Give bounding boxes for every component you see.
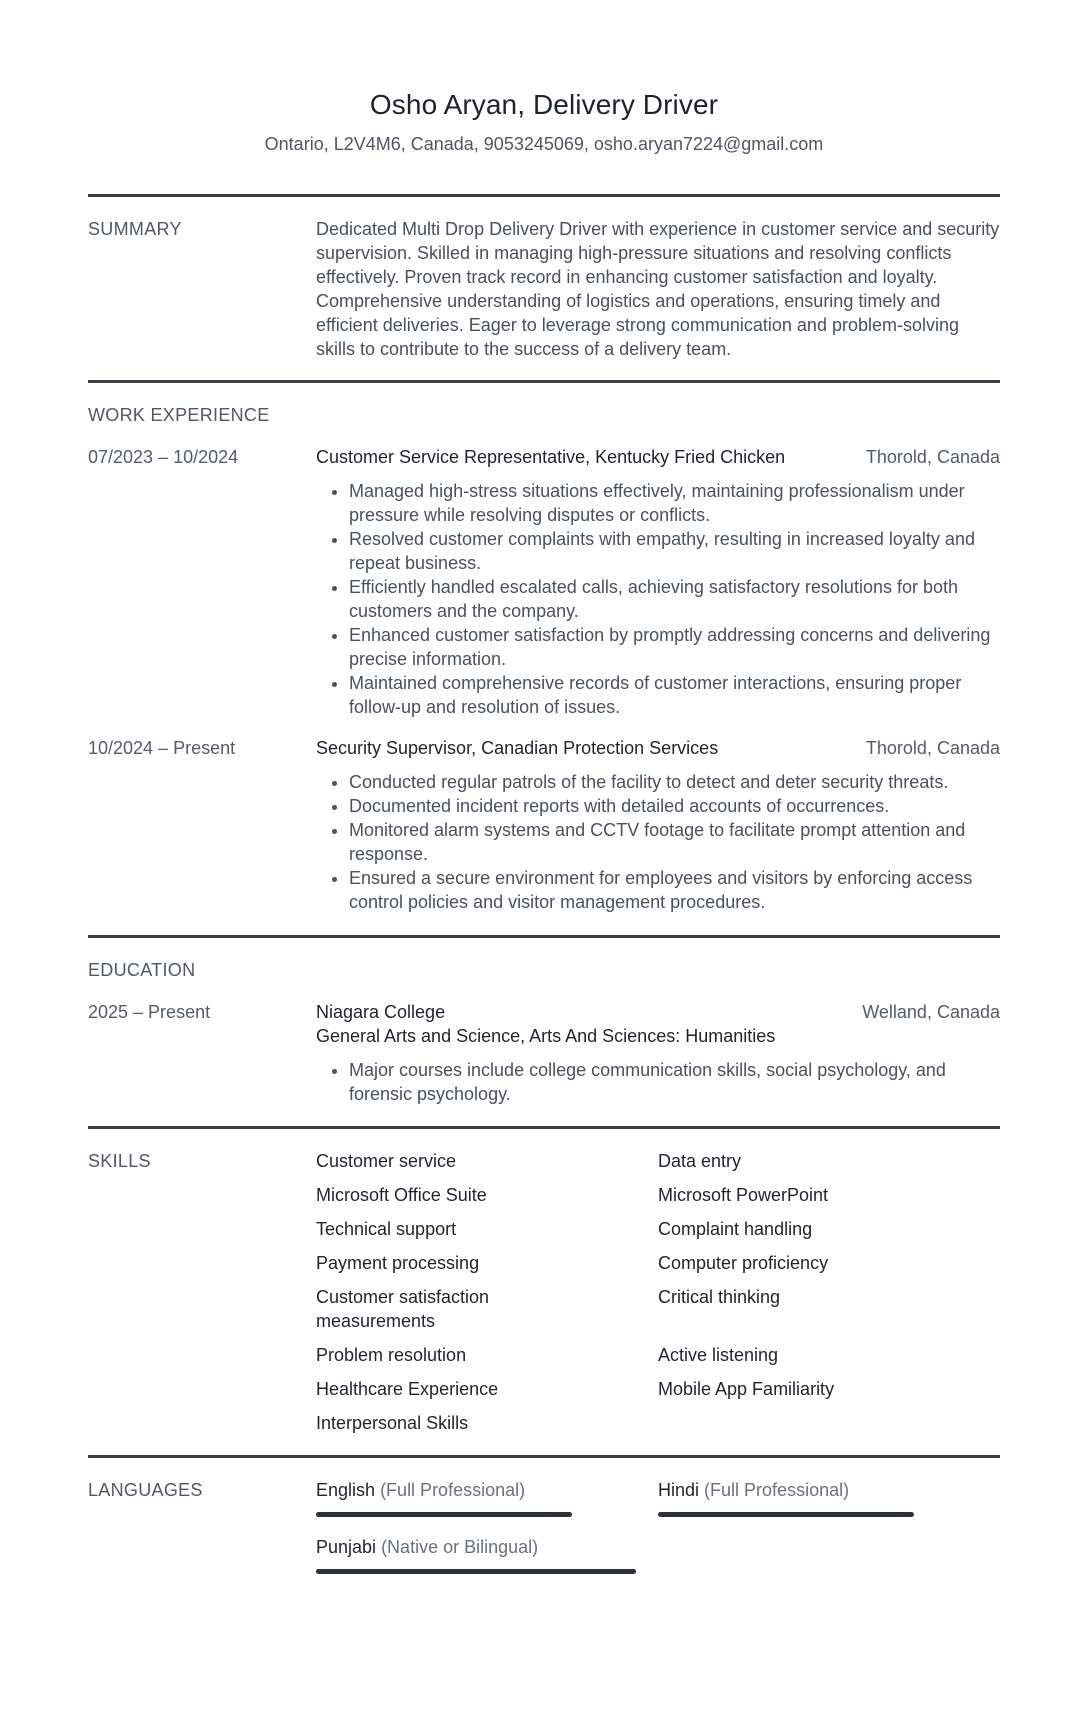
entry-location: Thorold, Canada: [865, 447, 1000, 467]
entry-location: Welland, Canada: [862, 1002, 1000, 1022]
language-name: English: [316, 1480, 376, 1500]
language-item: [316, 1478, 658, 1517]
skill-item: Microsoft Office Suite: [316, 1185, 487, 1205]
degree-name: General Arts and Science, Arts And Sciences: Humanities: [316, 1026, 776, 1046]
skill-item: Problem resolution: [316, 1345, 467, 1365]
languages-list: [316, 1478, 1000, 1574]
summary-text: Dedicated Multi Drop Delivery Driver with experience in customer service and security supervision. Skilled in managing high-pressure situations and resolving conflicts effectively. Proven track record in enhancing customer satisfaction and loyalty. Comprehensive understanding of logistics and operations, ensuring timely and efficient deliveries. Eager to leverage strong communication and problem-solving skills to contribute to the success of a delivery team.: [316, 219, 1000, 359]
section-divider: [88, 935, 1000, 938]
entry-bullets: [316, 479, 1000, 719]
resume-page: [88, 0, 1000, 1574]
language-level: (Full Professional): [704, 1480, 850, 1500]
school-name: Niagara College: [316, 1002, 446, 1022]
bullet-item: • Monitored alarm systems and CCTV footage to facilitate prompt attention and response.: [349, 818, 1000, 866]
languages-label: LANGUAGES: [88, 1480, 203, 1500]
skill-item: Computer proficiency: [658, 1253, 829, 1273]
skills-list: [316, 1149, 1000, 1435]
language-name: Punjabi: [316, 1537, 377, 1557]
contact-line: Ontario, L2V4M6, Canada, 9053245069, osho.aryan7224@gmail.com: [264, 134, 824, 154]
resume-header: [88, 0, 1000, 156]
entry-location: Thorold, Canada: [865, 738, 1000, 758]
bullet-item: • Documented incident reports with detailed accounts of occurrences.: [349, 794, 1000, 818]
bullet-item: • Major courses include college communication skills, social psychology, and forensic psychology.: [349, 1058, 1000, 1106]
section-divider: [88, 194, 1000, 197]
skill-item: Customer satisfaction measurements: [316, 1287, 490, 1331]
bullet-item: • Efficiently handled escalated calls, achieving satisfactory resolutions for both customers and the company.: [349, 575, 1000, 623]
experience-label: WORK EXPERIENCE: [88, 405, 270, 425]
language-proficiency-bar: [658, 1512, 914, 1517]
skill-item: Technical support: [316, 1219, 457, 1239]
skill-item: Active listening: [658, 1345, 779, 1365]
bullet-item: • Conducted regular patrols of the facility to detect and deter security threats.: [349, 770, 1000, 794]
bullet-item: • Ensured a secure environment for employees and visitors by enforcing access control policies and visitor management procedures.: [349, 866, 1000, 914]
language-item: [316, 1535, 658, 1574]
section-divider: [88, 1455, 1000, 1458]
summary-section: [88, 217, 1000, 361]
entry-title: Security Supervisor, Canadian Protection Services: [316, 738, 719, 758]
entry-title: Customer Service Representative, Kentucky Fried Chicken: [316, 447, 786, 467]
bullet-item: • Enhanced customer satisfaction by promptly addressing concerns and delivering precise information.: [349, 623, 1000, 671]
skills-section: [88, 1149, 1000, 1435]
skills-label: SKILLS: [88, 1151, 151, 1171]
bullet-item: • Maintained comprehensive records of customer interactions, ensuring proper follow-up and resolution of issues.: [349, 671, 1000, 719]
summary-label: SUMMARY: [88, 219, 182, 239]
education-entry: [88, 1000, 1000, 1106]
language-level: (Native or Bilingual): [381, 1537, 539, 1557]
skill-item: Interpersonal Skills: [316, 1413, 469, 1433]
section-divider: [88, 1126, 1000, 1129]
skill-item: Data entry: [658, 1151, 742, 1171]
languages-section: [88, 1478, 1000, 1574]
education-section: [88, 958, 1000, 1106]
skill-item: Healthcare Experience: [316, 1379, 499, 1399]
education-label: EDUCATION: [88, 960, 196, 980]
bullet-item: • Resolved customer complaints with empathy, resulting in increased loyalty and repeat business.: [349, 527, 1000, 575]
skill-item: Critical thinking: [658, 1287, 781, 1307]
section-divider: [88, 380, 1000, 383]
experience-entry: [88, 736, 1000, 914]
language-name: Hindi: [658, 1480, 700, 1500]
skill-item: Mobile App Familiarity: [658, 1379, 835, 1399]
language-level: (Full Professional): [380, 1480, 526, 1500]
skill-item: Complaint handling: [658, 1219, 813, 1239]
language-item: [658, 1478, 1000, 1517]
skill-item: Microsoft PowerPoint: [658, 1185, 829, 1205]
experience-entry: [88, 445, 1000, 719]
bullet-item: • Managed high-stress situations effectively, maintaining professionalism under pressure while resolving disputes or conflicts.: [349, 479, 1000, 527]
entry-dates: 2025 – Present: [88, 1002, 211, 1022]
entry-bullets: [316, 770, 1000, 914]
language-proficiency-bar: [316, 1569, 636, 1574]
entry-dates: 10/2024 – Present: [88, 738, 236, 758]
experience-section: [88, 403, 1000, 914]
skill-item: Customer service: [316, 1151, 457, 1171]
language-proficiency-bar: [316, 1512, 572, 1517]
candidate-name: Osho Aryan, Delivery Driver: [369, 89, 719, 120]
entry-bullets: [316, 1058, 1000, 1106]
skill-item: Payment processing: [316, 1253, 480, 1273]
entry-dates: 07/2023 – 10/2024: [88, 447, 239, 467]
